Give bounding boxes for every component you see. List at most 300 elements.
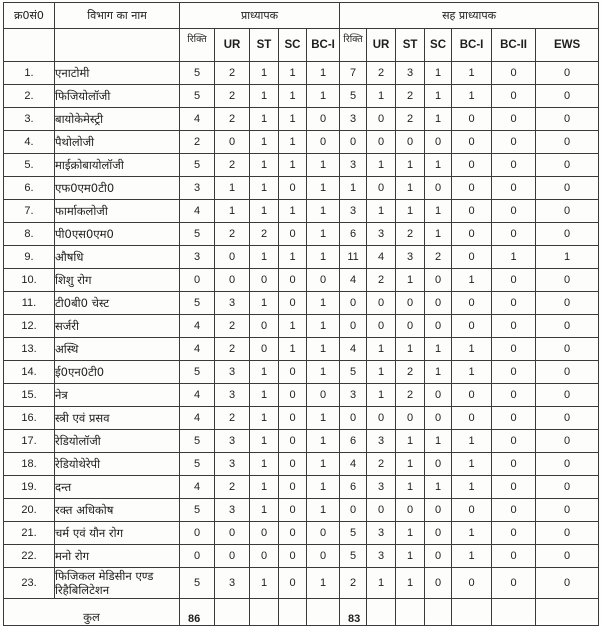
professor-bc1-cell: 0 [307, 545, 340, 568]
department-name-cell: ई0एन0टी0 [55, 361, 180, 384]
associate-bc1-cell: 1 [452, 430, 492, 453]
table-row [4, 499, 599, 522]
associate-bc2-cell: 0 [492, 269, 536, 292]
associate-bc1-cell: 0 [452, 407, 492, 430]
professor-ur-cell: 1 [215, 177, 250, 200]
serial-number-cell: 20. [4, 499, 55, 522]
associate-vacancy-cell: 3 [340, 154, 367, 177]
professor-vacancy-cell: 4 [180, 384, 215, 407]
associate-sc-cell: 0 [425, 384, 452, 407]
table-row [4, 338, 599, 361]
associate-st-cell: 1 [396, 453, 425, 476]
professor-vacancy-cell: 5 [180, 430, 215, 453]
department-name-cell: फार्माकलोजी [55, 200, 180, 223]
serial-number-cell: 9. [4, 246, 55, 269]
header-row-groups [4, 3, 599, 29]
professor-vacancy-cell: 5 [180, 453, 215, 476]
serial-number-cell: 14. [4, 361, 55, 384]
professor-bc1-cell: 1 [307, 177, 340, 200]
associate-ur-cell: 2 [367, 269, 396, 292]
professor-vacancy-cell: 4 [180, 108, 215, 131]
associate-ews-cell: 0 [536, 269, 599, 292]
associate-st-cell: 1 [396, 522, 425, 545]
professor-bc1-cell: 1 [307, 292, 340, 315]
associate-bc1-cell: 1 [452, 269, 492, 292]
professor-st-cell: 1 [250, 499, 279, 522]
professor-bc1-cell: 0 [307, 384, 340, 407]
professor-sc-cell: 1 [279, 200, 307, 223]
professor-bc1-cell: 1 [307, 315, 340, 338]
associate-total-vacancy: 83 [340, 599, 367, 626]
associate-vacancy-cell: 6 [340, 430, 367, 453]
associate-ur-cell: 1 [367, 361, 396, 384]
professor-ur-cell: 3 [215, 384, 250, 407]
associate-sc-header: SC [425, 29, 452, 62]
associate-sc-cell: 0 [425, 407, 452, 430]
associate-vacancy-cell: 5 [340, 545, 367, 568]
associate-bc1-cell: 1 [452, 453, 492, 476]
associate-ews-cell: 0 [536, 315, 599, 338]
associate-vacancy-cell: 4 [340, 453, 367, 476]
department-name-cell: पी0एस0एम0 [55, 223, 180, 246]
professor-sc-cell: 0 [279, 476, 307, 499]
associate-professor-group-header: सह प्राध्यापक [340, 3, 599, 29]
associate-st-cell: 0 [396, 407, 425, 430]
associate-sc-cell: 2 [425, 246, 452, 269]
professor-sc-cell: 1 [279, 246, 307, 269]
professor-vacancy-cell: 0 [180, 545, 215, 568]
associate-ews-cell: 0 [536, 85, 599, 108]
table-row [4, 292, 599, 315]
associate-ews-cell: 0 [536, 177, 599, 200]
associate-sc-cell: 1 [425, 476, 452, 499]
serial-number-cell: 12. [4, 315, 55, 338]
associate-ur-cell: 1 [367, 338, 396, 361]
associate-bc1-cell: 0 [452, 200, 492, 223]
professor-bc1-cell: 1 [307, 407, 340, 430]
professor-ur-cell: 2 [215, 407, 250, 430]
associate-ur-cell: 1 [367, 568, 396, 599]
professor-sc-cell: 0 [279, 384, 307, 407]
department-name-cell: एफ0एम0टी0 [55, 177, 180, 200]
associate-bc1-cell: 0 [452, 292, 492, 315]
associate-vacancy-header: रिक्ति [340, 29, 367, 62]
associate-bc1-cell: 0 [452, 108, 492, 131]
associate-bc1-cell: 0 [452, 568, 492, 599]
department-name-cell: औषधि [55, 246, 180, 269]
associate-st-cell: 2 [396, 108, 425, 131]
professor-ur-cell: 0 [215, 269, 250, 292]
associate-ews-cell: 0 [536, 522, 599, 545]
associate-bc2-cell: 0 [492, 315, 536, 338]
professor-st-cell: 0 [250, 338, 279, 361]
serial-number-cell: 4. [4, 131, 55, 154]
professor-sc-cell: 0 [279, 269, 307, 292]
associate-bc2-cell: 0 [492, 499, 536, 522]
table-row [4, 568, 599, 599]
professor-st-cell: 1 [250, 361, 279, 384]
table-row [4, 476, 599, 499]
associate-st-cell: 2 [396, 384, 425, 407]
serial-number-cell: 10. [4, 269, 55, 292]
associate-bc1-cell: 0 [452, 384, 492, 407]
associate-sc-cell: 1 [425, 223, 452, 246]
associate-vacancy-cell: 5 [340, 361, 367, 384]
professor-ur-cell: 3 [215, 430, 250, 453]
associate-vacancy-cell: 0 [340, 499, 367, 522]
associate-ur-cell: 3 [367, 522, 396, 545]
associate-ur-cell: 0 [367, 108, 396, 131]
associate-vacancy-cell: 4 [340, 269, 367, 292]
associate-bc2-cell: 0 [492, 200, 536, 223]
professor-sc-cell: 0 [279, 361, 307, 384]
professor-vacancy-cell: 5 [180, 292, 215, 315]
associate-ur-cell: 1 [367, 200, 396, 223]
associate-vacancy-cell: 3 [340, 384, 367, 407]
associate-bc1-cell: 0 [452, 154, 492, 177]
professor-sc-cell: 0 [279, 292, 307, 315]
associate-bc2-cell: 0 [492, 108, 536, 131]
professor-bc1-cell: 1 [307, 223, 340, 246]
serial-number-cell: 13. [4, 338, 55, 361]
professor-bc1-cell: 0 [307, 131, 340, 154]
professor-ur-cell: 3 [215, 292, 250, 315]
professor-group-header: प्राध्यापक [180, 3, 340, 29]
associate-ur-cell: 0 [367, 407, 396, 430]
serial-number-cell: 6. [4, 177, 55, 200]
professor-ur-cell: 2 [215, 85, 250, 108]
associate-st-cell: 2 [396, 361, 425, 384]
professor-vacancy-cell: 4 [180, 407, 215, 430]
professor-bc1-cell: 1 [307, 361, 340, 384]
associate-ews-cell: 0 [536, 384, 599, 407]
associate-st-cell: 0 [396, 131, 425, 154]
associate-st-cell: 2 [396, 223, 425, 246]
associate-ews-cell: 0 [536, 499, 599, 522]
associate-st-cell: 1 [396, 200, 425, 223]
professor-sc-cell: 1 [279, 338, 307, 361]
table-row [4, 361, 599, 384]
department-name-cell: रक्त अधिकोष [55, 499, 180, 522]
serial-number-cell: 23. [4, 568, 55, 599]
professor-ur-cell: 2 [215, 338, 250, 361]
department-name-cell: पैथोलोजी [55, 131, 180, 154]
professor-sc-cell: 1 [279, 315, 307, 338]
associate-ews-cell: 0 [536, 407, 599, 430]
associate-ews-cell: 0 [536, 108, 599, 131]
professor-bc1-cell: 0 [307, 108, 340, 131]
professor-st-cell: 1 [250, 568, 279, 599]
professor-vacancy-cell: 5 [180, 568, 215, 599]
associate-ews-header: EWS [536, 29, 599, 62]
associate-vacancy-cell: 0 [340, 407, 367, 430]
associate-ur-cell: 4 [367, 246, 396, 269]
associate-bc2-cell: 0 [492, 568, 536, 599]
department-name-cell: अस्थि [55, 338, 180, 361]
professor-sc-cell: 1 [279, 62, 307, 85]
professor-vacancy-cell: 5 [180, 223, 215, 246]
associate-vacancy-cell: 7 [340, 62, 367, 85]
professor-vacancy-cell: 4 [180, 200, 215, 223]
serial-number-cell: 8. [4, 223, 55, 246]
table-row [4, 269, 599, 292]
associate-bc2-cell: 0 [492, 223, 536, 246]
associate-sc-cell: 0 [425, 453, 452, 476]
associate-ur-cell: 0 [367, 315, 396, 338]
department-name-cell: सर्जरी [55, 315, 180, 338]
professor-sc-cell: 1 [279, 131, 307, 154]
associate-ur-cell: 0 [367, 131, 396, 154]
associate-ur-header: UR [367, 29, 396, 62]
table-row [4, 108, 599, 131]
associate-bc2-cell: 0 [492, 453, 536, 476]
associate-ur-cell: 2 [367, 453, 396, 476]
associate-bc2-cell: 0 [492, 154, 536, 177]
professor-sc-cell: 0 [279, 545, 307, 568]
professor-st-cell: 0 [250, 522, 279, 545]
associate-vacancy-cell: 4 [340, 338, 367, 361]
professor-ur-cell: 2 [215, 315, 250, 338]
associate-ur-cell: 0 [367, 292, 396, 315]
associate-bc2-cell: 1 [492, 246, 536, 269]
professor-sc-cell: 0 [279, 407, 307, 430]
professor-vacancy-cell: 4 [180, 315, 215, 338]
associate-sc-cell: 1 [425, 108, 452, 131]
department-name-cell: एनाटोमी [55, 62, 180, 85]
professor-sc-cell: 0 [279, 568, 307, 599]
professor-sc-cell: 0 [279, 522, 307, 545]
associate-sc-cell: 0 [425, 499, 452, 522]
department-header-blank [55, 29, 180, 62]
professor-vacancy-header: रिक्ति [180, 29, 215, 62]
associate-ews-cell: 0 [536, 131, 599, 154]
professor-vacancy-cell: 3 [180, 177, 215, 200]
associate-bc1-cell: 1 [452, 522, 492, 545]
professor-ur-cell: 0 [215, 522, 250, 545]
professor-st-cell: 1 [250, 453, 279, 476]
associate-ews-cell: 0 [536, 453, 599, 476]
professor-ur-cell: 0 [215, 246, 250, 269]
associate-bc1-cell: 1 [452, 338, 492, 361]
associate-ews-cell: 0 [536, 62, 599, 85]
associate-ews-cell: 0 [536, 361, 599, 384]
associate-sc-cell: 1 [425, 62, 452, 85]
associate-st-cell: 0 [396, 315, 425, 338]
associate-bc2-cell: 0 [492, 85, 536, 108]
professor-ur-cell: 3 [215, 453, 250, 476]
professor-sc-cell: 0 [279, 453, 307, 476]
associate-st-cell: 1 [396, 568, 425, 599]
professor-sc-cell: 0 [279, 177, 307, 200]
associate-ur-cell: 3 [367, 545, 396, 568]
associate-ur-cell: 0 [367, 499, 396, 522]
professor-bc1-cell: 0 [307, 522, 340, 545]
associate-ews-cell: 0 [536, 430, 599, 453]
table-row [4, 62, 599, 85]
professor-sc-cell: 0 [279, 499, 307, 522]
professor-st-cell: 1 [250, 154, 279, 177]
associate-st-cell: 1 [396, 476, 425, 499]
table-row [4, 85, 599, 108]
associate-vacancy-cell: 0 [340, 315, 367, 338]
professor-st-cell: 1 [250, 131, 279, 154]
professor-st-header: ST [250, 29, 279, 62]
associate-bc2-cell: 0 [492, 430, 536, 453]
associate-vacancy-cell: 0 [340, 292, 367, 315]
associate-vacancy-cell: 3 [340, 200, 367, 223]
vacancy-table [3, 2, 599, 626]
professor-bc1-cell: 0 [307, 269, 340, 292]
associate-ews-cell: 0 [536, 568, 599, 599]
professor-vacancy-cell: 5 [180, 361, 215, 384]
associate-sc-cell: 0 [425, 269, 452, 292]
associate-bc2-cell: 0 [492, 407, 536, 430]
associate-ews-cell: 0 [536, 200, 599, 223]
associate-bc1-cell: 0 [452, 177, 492, 200]
associate-bc2-cell: 0 [492, 522, 536, 545]
professor-ur-cell: 1 [215, 200, 250, 223]
associate-bc1-cell: 0 [452, 223, 492, 246]
professor-st-cell: 0 [250, 545, 279, 568]
associate-st-cell: 1 [396, 177, 425, 200]
associate-bc1-cell: 0 [452, 315, 492, 338]
department-name-cell: फिजिकल मेडिसीन एण्ड रिहैबिलिटेशन [55, 568, 180, 599]
associate-st-cell: 0 [396, 499, 425, 522]
associate-sc-cell: 0 [425, 315, 452, 338]
department-name-cell: दन्त [55, 476, 180, 499]
professor-vacancy-cell: 0 [180, 269, 215, 292]
professor-vacancy-cell: 4 [180, 338, 215, 361]
professor-vacancy-cell: 2 [180, 131, 215, 154]
department-name-cell: टी0बी0 चेस्ट [55, 292, 180, 315]
professor-st-cell: 1 [250, 62, 279, 85]
serial-number-cell: 17. [4, 430, 55, 453]
associate-bc2-cell: 0 [492, 292, 536, 315]
professor-vacancy-cell: 4 [180, 476, 215, 499]
professor-vacancy-cell: 5 [180, 62, 215, 85]
professor-bc1-cell: 1 [307, 476, 340, 499]
professor-st-cell: 1 [250, 200, 279, 223]
associate-bc1-cell: 0 [452, 131, 492, 154]
professor-bc1-cell: 1 [307, 338, 340, 361]
professor-vacancy-cell: 5 [180, 154, 215, 177]
professor-sc-cell: 0 [279, 430, 307, 453]
professor-st-cell: 1 [250, 292, 279, 315]
professor-vacancy-cell: 3 [180, 246, 215, 269]
professor-ur-cell: 0 [215, 131, 250, 154]
associate-sc-cell: 0 [425, 522, 452, 545]
professor-ur-cell: 2 [215, 476, 250, 499]
professor-vacancy-cell: 5 [180, 499, 215, 522]
department-name-cell: रेडियोथेरेपी [55, 453, 180, 476]
associate-sc-cell: 1 [425, 430, 452, 453]
associate-vacancy-cell: 0 [340, 131, 367, 154]
associate-bc1-header: BC-I [452, 29, 492, 62]
serial-number-cell: 18. [4, 453, 55, 476]
serial-header: क्र0सं0 [4, 3, 55, 29]
professor-sc-cell: 1 [279, 85, 307, 108]
department-name-cell: रेडियोलॉजी [55, 430, 180, 453]
associate-st-cell: 1 [396, 338, 425, 361]
professor-st-cell: 0 [250, 315, 279, 338]
department-name-cell: मनो रोग [55, 545, 180, 568]
professor-sc-cell: 0 [279, 223, 307, 246]
associate-vacancy-cell: 6 [340, 476, 367, 499]
associate-vacancy-cell: 1 [340, 177, 367, 200]
associate-st-header: ST [396, 29, 425, 62]
professor-st-cell: 1 [250, 177, 279, 200]
department-name-cell: फिजियोलॉजी [55, 85, 180, 108]
associate-bc1-cell: 0 [452, 499, 492, 522]
professor-bc1-cell: 1 [307, 430, 340, 453]
associate-sc-cell: 0 [425, 131, 452, 154]
associate-vacancy-cell: 5 [340, 85, 367, 108]
professor-ur-cell: 2 [215, 108, 250, 131]
serial-number-cell: 21. [4, 522, 55, 545]
associate-st-cell: 2 [396, 85, 425, 108]
associate-sc-cell: 0 [425, 568, 452, 599]
associate-vacancy-cell: 5 [340, 522, 367, 545]
associate-ews-cell: 0 [536, 338, 599, 361]
associate-vacancy-cell: 11 [340, 246, 367, 269]
associate-vacancy-cell: 3 [340, 108, 367, 131]
professor-st-cell: 1 [250, 476, 279, 499]
professor-st-cell: 1 [250, 384, 279, 407]
associate-sc-cell: 0 [425, 545, 452, 568]
professor-bc1-cell: 1 [307, 154, 340, 177]
associate-sc-cell: 1 [425, 338, 452, 361]
table-row [4, 384, 599, 407]
professor-bc1-cell: 1 [307, 246, 340, 269]
professor-ur-cell: 3 [215, 361, 250, 384]
table-row [4, 246, 599, 269]
professor-bc1-cell: 1 [307, 62, 340, 85]
header-row-categories [4, 29, 599, 62]
associate-ur-cell: 2 [367, 62, 396, 85]
associate-sc-cell: 1 [425, 154, 452, 177]
associate-st-cell: 3 [396, 62, 425, 85]
associate-sc-cell: 1 [425, 200, 452, 223]
department-name-cell: चर्म एवं यौन रोग [55, 522, 180, 545]
associate-bc1-cell: 1 [452, 85, 492, 108]
professor-ur-header: UR [215, 29, 250, 62]
professor-bc1-cell: 1 [307, 453, 340, 476]
associate-bc2-cell: 0 [492, 545, 536, 568]
associate-st-cell: 0 [396, 292, 425, 315]
associate-ur-cell: 3 [367, 430, 396, 453]
associate-ews-cell: 0 [536, 476, 599, 499]
professor-st-cell: 2 [250, 223, 279, 246]
associate-bc2-cell: 0 [492, 62, 536, 85]
table-row [4, 315, 599, 338]
associate-bc2-cell: 0 [492, 361, 536, 384]
professor-st-cell: 1 [250, 85, 279, 108]
associate-sc-cell: 1 [425, 85, 452, 108]
associate-bc2-cell: 0 [492, 131, 536, 154]
associate-bc2-cell: 0 [492, 338, 536, 361]
associate-ews-cell: 0 [536, 154, 599, 177]
professor-st-cell: 1 [250, 108, 279, 131]
table-row [4, 131, 599, 154]
professor-bc1-cell: 1 [307, 85, 340, 108]
professor-st-cell: 0 [250, 269, 279, 292]
professor-vacancy-cell: 5 [180, 85, 215, 108]
serial-number-cell: 19. [4, 476, 55, 499]
professor-st-cell: 1 [250, 430, 279, 453]
table-row [4, 430, 599, 453]
associate-st-cell: 1 [396, 545, 425, 568]
professor-st-cell: 1 [250, 407, 279, 430]
